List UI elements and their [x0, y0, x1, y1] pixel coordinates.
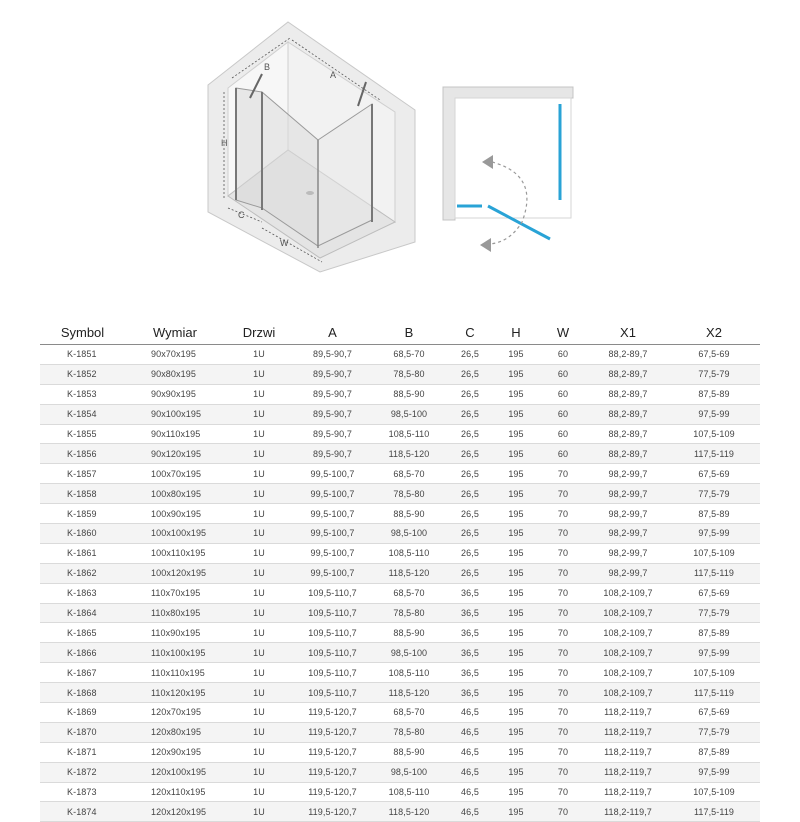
isometric-shower-diagram [208, 22, 415, 272]
cell-h: 195 [494, 722, 538, 742]
cell-b: 78,5-80 [372, 364, 446, 384]
cell-a: 89,5-90,7 [293, 384, 372, 404]
cell-x2: 77,5-79 [668, 603, 760, 623]
cell-b: 98,5-100 [372, 524, 446, 544]
cell-x2: 117,5-119 [668, 683, 760, 703]
header-x1: X1 [588, 314, 668, 345]
cell-x1: 118,2-119,7 [588, 742, 668, 762]
cell-a: 119,5-120,7 [293, 762, 372, 782]
cell-x1: 88,2-89,7 [588, 444, 668, 464]
cell-x2: 107,5-109 [668, 543, 760, 563]
cell-x1: 88,2-89,7 [588, 345, 668, 365]
cell-x2: 67,5-69 [668, 703, 760, 723]
cell-b: 68,5-70 [372, 703, 446, 723]
cell-w: 60 [538, 345, 588, 365]
cell-c: 36,5 [446, 643, 494, 663]
cell-wymiar: 100x90x195 [125, 504, 225, 524]
cell-c: 26,5 [446, 524, 494, 544]
cell-a: 109,5-110,7 [293, 623, 372, 643]
cell-h: 195 [494, 683, 538, 703]
cell-c: 46,5 [446, 802, 494, 822]
cell-wymiar: 120x80x195 [125, 722, 225, 742]
cell-c: 26,5 [446, 484, 494, 504]
cell-w: 70 [538, 703, 588, 723]
cell-c: 36,5 [446, 683, 494, 703]
cell-x2: 67,5-69 [668, 345, 760, 365]
table-row [40, 444, 760, 464]
cell-a: 99,5-100,7 [293, 524, 372, 544]
cell-x1: 108,2-109,7 [588, 583, 668, 603]
table-row [40, 782, 760, 802]
cell-c: 46,5 [446, 742, 494, 762]
cell-wymiar: 90x90x195 [125, 384, 225, 404]
cell-wymiar: 120x70x195 [125, 703, 225, 723]
table-row [40, 504, 760, 524]
cell-c: 26,5 [446, 444, 494, 464]
cell-symbol: K-1861 [40, 543, 125, 563]
cell-h: 195 [494, 603, 538, 623]
cell-b: 98,5-100 [372, 404, 446, 424]
cell-b: 98,5-100 [372, 643, 446, 663]
cell-a: 119,5-120,7 [293, 742, 372, 762]
cell-h: 195 [494, 444, 538, 464]
plan-door-panel [488, 206, 550, 239]
cell-wymiar: 120x120x195 [125, 802, 225, 822]
cell-c: 26,5 [446, 504, 494, 524]
cell-x1: 108,2-109,7 [588, 623, 668, 643]
cell-h: 195 [494, 663, 538, 683]
cell-c: 26,5 [446, 543, 494, 563]
dimension-label-c: C [238, 210, 245, 220]
cell-w: 70 [538, 484, 588, 504]
cell-c: 46,5 [446, 782, 494, 802]
cell-h: 195 [494, 384, 538, 404]
cell-drzwi: 1U [225, 444, 293, 464]
cell-x1: 98,2-99,7 [588, 484, 668, 504]
cell-a: 119,5-120,7 [293, 782, 372, 802]
diagrams-svg [0, 0, 800, 300]
cell-drzwi: 1U [225, 703, 293, 723]
cell-drzwi: 1U [225, 802, 293, 822]
cell-h: 195 [494, 345, 538, 365]
cell-drzwi: 1U [225, 742, 293, 762]
cell-x1: 98,2-99,7 [588, 464, 668, 484]
cell-b: 78,5-80 [372, 484, 446, 504]
cell-a: 109,5-110,7 [293, 663, 372, 683]
cell-b: 68,5-70 [372, 345, 446, 365]
diagrams-area [0, 0, 800, 300]
cell-symbol: K-1872 [40, 762, 125, 782]
cell-b: 108,5-110 [372, 663, 446, 683]
table-body [40, 345, 760, 822]
cell-h: 195 [494, 364, 538, 384]
cell-c: 36,5 [446, 623, 494, 643]
cell-b: 88,5-90 [372, 504, 446, 524]
cell-symbol: K-1852 [40, 364, 125, 384]
cell-wymiar: 90x80x195 [125, 364, 225, 384]
cell-symbol: K-1871 [40, 742, 125, 762]
cell-a: 89,5-90,7 [293, 424, 372, 444]
cell-symbol: K-1859 [40, 504, 125, 524]
cell-c: 26,5 [446, 424, 494, 444]
cell-w: 70 [538, 802, 588, 822]
cell-w: 70 [538, 762, 588, 782]
cell-x2: 117,5-119 [668, 444, 760, 464]
cell-x2: 67,5-69 [668, 464, 760, 484]
cell-x1: 88,2-89,7 [588, 364, 668, 384]
cell-h: 195 [494, 464, 538, 484]
cell-x2: 107,5-109 [668, 424, 760, 444]
header-c: C [446, 314, 494, 345]
cell-h: 195 [494, 524, 538, 544]
cell-wymiar: 110x100x195 [125, 643, 225, 663]
cell-b: 88,5-90 [372, 742, 446, 762]
cell-w: 70 [538, 722, 588, 742]
cell-b: 88,5-90 [372, 384, 446, 404]
cell-x2: 77,5-79 [668, 484, 760, 504]
cell-symbol: K-1851 [40, 345, 125, 365]
header-drzwi: Drzwi [225, 314, 293, 345]
cell-x1: 88,2-89,7 [588, 384, 668, 404]
cell-x1: 98,2-99,7 [588, 524, 668, 544]
dimension-label-h: H [221, 138, 228, 148]
cell-x1: 118,2-119,7 [588, 762, 668, 782]
cell-a: 99,5-100,7 [293, 484, 372, 504]
cell-h: 195 [494, 782, 538, 802]
cell-b: 108,5-110 [372, 424, 446, 444]
cell-w: 60 [538, 404, 588, 424]
cell-a: 109,5-110,7 [293, 683, 372, 703]
cell-drzwi: 1U [225, 543, 293, 563]
cell-x2: 107,5-109 [668, 663, 760, 683]
cell-w: 70 [538, 683, 588, 703]
cell-h: 195 [494, 424, 538, 444]
table-row [40, 424, 760, 444]
cell-x1: 118,2-119,7 [588, 703, 668, 723]
dimension-label-w: W [280, 238, 289, 248]
cell-symbol: K-1863 [40, 583, 125, 603]
cell-wymiar: 100x120x195 [125, 563, 225, 583]
cell-w: 60 [538, 444, 588, 464]
cell-b: 68,5-70 [372, 583, 446, 603]
cell-h: 195 [494, 484, 538, 504]
cell-h: 195 [494, 643, 538, 663]
cell-w: 60 [538, 364, 588, 384]
cell-wymiar: 110x110x195 [125, 663, 225, 683]
cell-wymiar: 100x80x195 [125, 484, 225, 504]
cell-x1: 118,2-119,7 [588, 722, 668, 742]
cell-x2: 67,5-69 [668, 583, 760, 603]
table-row [40, 722, 760, 742]
cell-c: 36,5 [446, 583, 494, 603]
cell-w: 70 [538, 623, 588, 643]
cell-x2: 87,5-89 [668, 623, 760, 643]
cell-drzwi: 1U [225, 663, 293, 683]
cell-x1: 108,2-109,7 [588, 603, 668, 623]
cell-w: 70 [538, 464, 588, 484]
cell-w: 70 [538, 504, 588, 524]
cell-b: 108,5-110 [372, 543, 446, 563]
cell-c: 36,5 [446, 603, 494, 623]
cell-drzwi: 1U [225, 603, 293, 623]
cell-x1: 88,2-89,7 [588, 404, 668, 424]
header-h: H [494, 314, 538, 345]
cell-b: 118,5-120 [372, 802, 446, 822]
dimension-label-a: A [330, 70, 337, 80]
arc-arrow-down-icon [480, 238, 491, 252]
cell-drzwi: 1U [225, 623, 293, 643]
table-row [40, 603, 760, 623]
cell-c: 26,5 [446, 364, 494, 384]
cell-a: 119,5-120,7 [293, 703, 372, 723]
cell-symbol: K-1869 [40, 703, 125, 723]
cell-wymiar: 120x90x195 [125, 742, 225, 762]
cell-drzwi: 1U [225, 384, 293, 404]
cell-a: 89,5-90,7 [293, 404, 372, 424]
cell-symbol: K-1866 [40, 643, 125, 663]
cell-x2: 77,5-79 [668, 722, 760, 742]
cell-h: 195 [494, 504, 538, 524]
cell-b: 78,5-80 [372, 603, 446, 623]
cell-x1: 88,2-89,7 [588, 424, 668, 444]
cell-c: 36,5 [446, 663, 494, 683]
cell-b: 98,5-100 [372, 762, 446, 782]
cell-a: 99,5-100,7 [293, 563, 372, 583]
cell-c: 26,5 [446, 384, 494, 404]
cell-h: 195 [494, 543, 538, 563]
cell-symbol: K-1860 [40, 524, 125, 544]
cell-x2: 107,5-109 [668, 782, 760, 802]
plan-wall [443, 87, 573, 220]
cell-a: 99,5-100,7 [293, 543, 372, 563]
cell-a: 99,5-100,7 [293, 464, 372, 484]
header-w: W [538, 314, 588, 345]
cell-drzwi: 1U [225, 563, 293, 583]
cell-a: 109,5-110,7 [293, 603, 372, 623]
cell-x2: 117,5-119 [668, 802, 760, 822]
cell-drzwi: 1U [225, 345, 293, 365]
cell-h: 195 [494, 703, 538, 723]
cell-drzwi: 1U [225, 504, 293, 524]
cell-w: 70 [538, 583, 588, 603]
cell-drzwi: 1U [225, 464, 293, 484]
header-wymiar: Wymiar [125, 314, 225, 345]
cell-wymiar: 90x100x195 [125, 404, 225, 424]
cell-a: 89,5-90,7 [293, 345, 372, 365]
cell-wymiar: 120x100x195 [125, 762, 225, 782]
cell-drzwi: 1U [225, 583, 293, 603]
cell-c: 46,5 [446, 762, 494, 782]
cell-drzwi: 1U [225, 424, 293, 444]
cell-symbol: K-1868 [40, 683, 125, 703]
cell-a: 119,5-120,7 [293, 722, 372, 742]
cell-x2: 87,5-89 [668, 742, 760, 762]
cell-c: 26,5 [446, 404, 494, 424]
table-row [40, 802, 760, 822]
cell-drzwi: 1U [225, 404, 293, 424]
table-row [40, 623, 760, 643]
cell-x1: 108,2-109,7 [588, 643, 668, 663]
cell-symbol: K-1865 [40, 623, 125, 643]
cell-drzwi: 1U [225, 364, 293, 384]
cell-h: 195 [494, 742, 538, 762]
cell-a: 109,5-110,7 [293, 643, 372, 663]
cell-a: 119,5-120,7 [293, 802, 372, 822]
cell-symbol: K-1873 [40, 782, 125, 802]
cell-symbol: K-1856 [40, 444, 125, 464]
door-swing-arc [490, 162, 527, 244]
cell-w: 70 [538, 782, 588, 802]
cell-drzwi: 1U [225, 643, 293, 663]
cell-drzwi: 1U [225, 484, 293, 504]
table-row [40, 703, 760, 723]
cell-b: 108,5-110 [372, 782, 446, 802]
cell-wymiar: 110x120x195 [125, 683, 225, 703]
cell-x2: 117,5-119 [668, 563, 760, 583]
cell-symbol: K-1858 [40, 484, 125, 504]
table-row [40, 464, 760, 484]
cell-wymiar: 100x110x195 [125, 543, 225, 563]
cell-wymiar: 120x110x195 [125, 782, 225, 802]
top-view-diagram [443, 87, 573, 252]
table-row [40, 643, 760, 663]
cell-w: 60 [538, 424, 588, 444]
cell-symbol: K-1862 [40, 563, 125, 583]
table-row [40, 364, 760, 384]
cell-drzwi: 1U [225, 762, 293, 782]
cell-w: 70 [538, 663, 588, 683]
dimension-label-b: B [264, 62, 271, 72]
cell-a: 99,5-100,7 [293, 504, 372, 524]
cell-h: 195 [494, 583, 538, 603]
cell-w: 60 [538, 384, 588, 404]
cell-drzwi: 1U [225, 782, 293, 802]
header-b: B [372, 314, 446, 345]
cell-wymiar: 90x120x195 [125, 444, 225, 464]
table-row [40, 524, 760, 544]
cell-h: 195 [494, 563, 538, 583]
table-row [40, 762, 760, 782]
cell-symbol: K-1855 [40, 424, 125, 444]
cell-x2: 77,5-79 [668, 364, 760, 384]
specification-table [40, 314, 760, 822]
cell-b: 68,5-70 [372, 464, 446, 484]
cell-h: 195 [494, 623, 538, 643]
cell-c: 26,5 [446, 345, 494, 365]
cell-x1: 98,2-99,7 [588, 543, 668, 563]
cell-wymiar: 110x80x195 [125, 603, 225, 623]
header-a: A [293, 314, 372, 345]
cell-x2: 97,5-99 [668, 762, 760, 782]
cell-symbol: K-1867 [40, 663, 125, 683]
cell-h: 195 [494, 802, 538, 822]
cell-b: 118,5-120 [372, 444, 446, 464]
cell-x1: 98,2-99,7 [588, 504, 668, 524]
cell-x1: 98,2-99,7 [588, 563, 668, 583]
header-symbol: Symbol [40, 314, 125, 345]
cell-symbol: K-1870 [40, 722, 125, 742]
cell-w: 70 [538, 524, 588, 544]
cell-wymiar: 90x70x195 [125, 345, 225, 365]
table-row [40, 384, 760, 404]
cell-symbol: K-1864 [40, 603, 125, 623]
cell-drzwi: 1U [225, 524, 293, 544]
cell-symbol: K-1874 [40, 802, 125, 822]
cell-drzwi: 1U [225, 683, 293, 703]
cell-x2: 97,5-99 [668, 524, 760, 544]
cell-symbol: K-1854 [40, 404, 125, 424]
cell-h: 195 [494, 762, 538, 782]
arc-arrow-up-icon [482, 155, 493, 169]
cell-b: 78,5-80 [372, 722, 446, 742]
table-header-row [40, 314, 760, 345]
table-row [40, 742, 760, 762]
cell-c: 46,5 [446, 703, 494, 723]
glass-door-panel [236, 88, 262, 208]
cell-x2: 97,5-99 [668, 643, 760, 663]
table-row [40, 663, 760, 683]
cell-w: 70 [538, 603, 588, 623]
table-row [40, 484, 760, 504]
cell-x1: 108,2-109,7 [588, 663, 668, 683]
cell-c: 46,5 [446, 722, 494, 742]
cell-symbol: K-1853 [40, 384, 125, 404]
cell-x2: 87,5-89 [668, 384, 760, 404]
cell-w: 70 [538, 543, 588, 563]
cell-wymiar: 110x90x195 [125, 623, 225, 643]
cell-w: 70 [538, 742, 588, 762]
cell-w: 70 [538, 643, 588, 663]
table-row [40, 683, 760, 703]
cell-wymiar: 100x70x195 [125, 464, 225, 484]
cell-b: 88,5-90 [372, 623, 446, 643]
cell-x2: 87,5-89 [668, 504, 760, 524]
cell-w: 70 [538, 563, 588, 583]
cell-wymiar: 90x110x195 [125, 424, 225, 444]
cell-symbol: K-1857 [40, 464, 125, 484]
cell-wymiar: 110x70x195 [125, 583, 225, 603]
cell-h: 195 [494, 404, 538, 424]
cell-c: 26,5 [446, 563, 494, 583]
cell-x1: 118,2-119,7 [588, 782, 668, 802]
cell-a: 109,5-110,7 [293, 583, 372, 603]
table-row [40, 583, 760, 603]
table-row [40, 543, 760, 563]
cell-a: 89,5-90,7 [293, 364, 372, 384]
cell-x2: 97,5-99 [668, 404, 760, 424]
cell-b: 118,5-120 [372, 683, 446, 703]
cell-wymiar: 100x100x195 [125, 524, 225, 544]
header-x2: X2 [668, 314, 760, 345]
cell-drzwi: 1U [225, 722, 293, 742]
cell-c: 26,5 [446, 464, 494, 484]
cell-x1: 118,2-119,7 [588, 802, 668, 822]
cell-x1: 108,2-109,7 [588, 683, 668, 703]
cell-b: 118,5-120 [372, 563, 446, 583]
table-row [40, 404, 760, 424]
cell-a: 89,5-90,7 [293, 444, 372, 464]
table-row [40, 345, 760, 365]
table-row [40, 563, 760, 583]
